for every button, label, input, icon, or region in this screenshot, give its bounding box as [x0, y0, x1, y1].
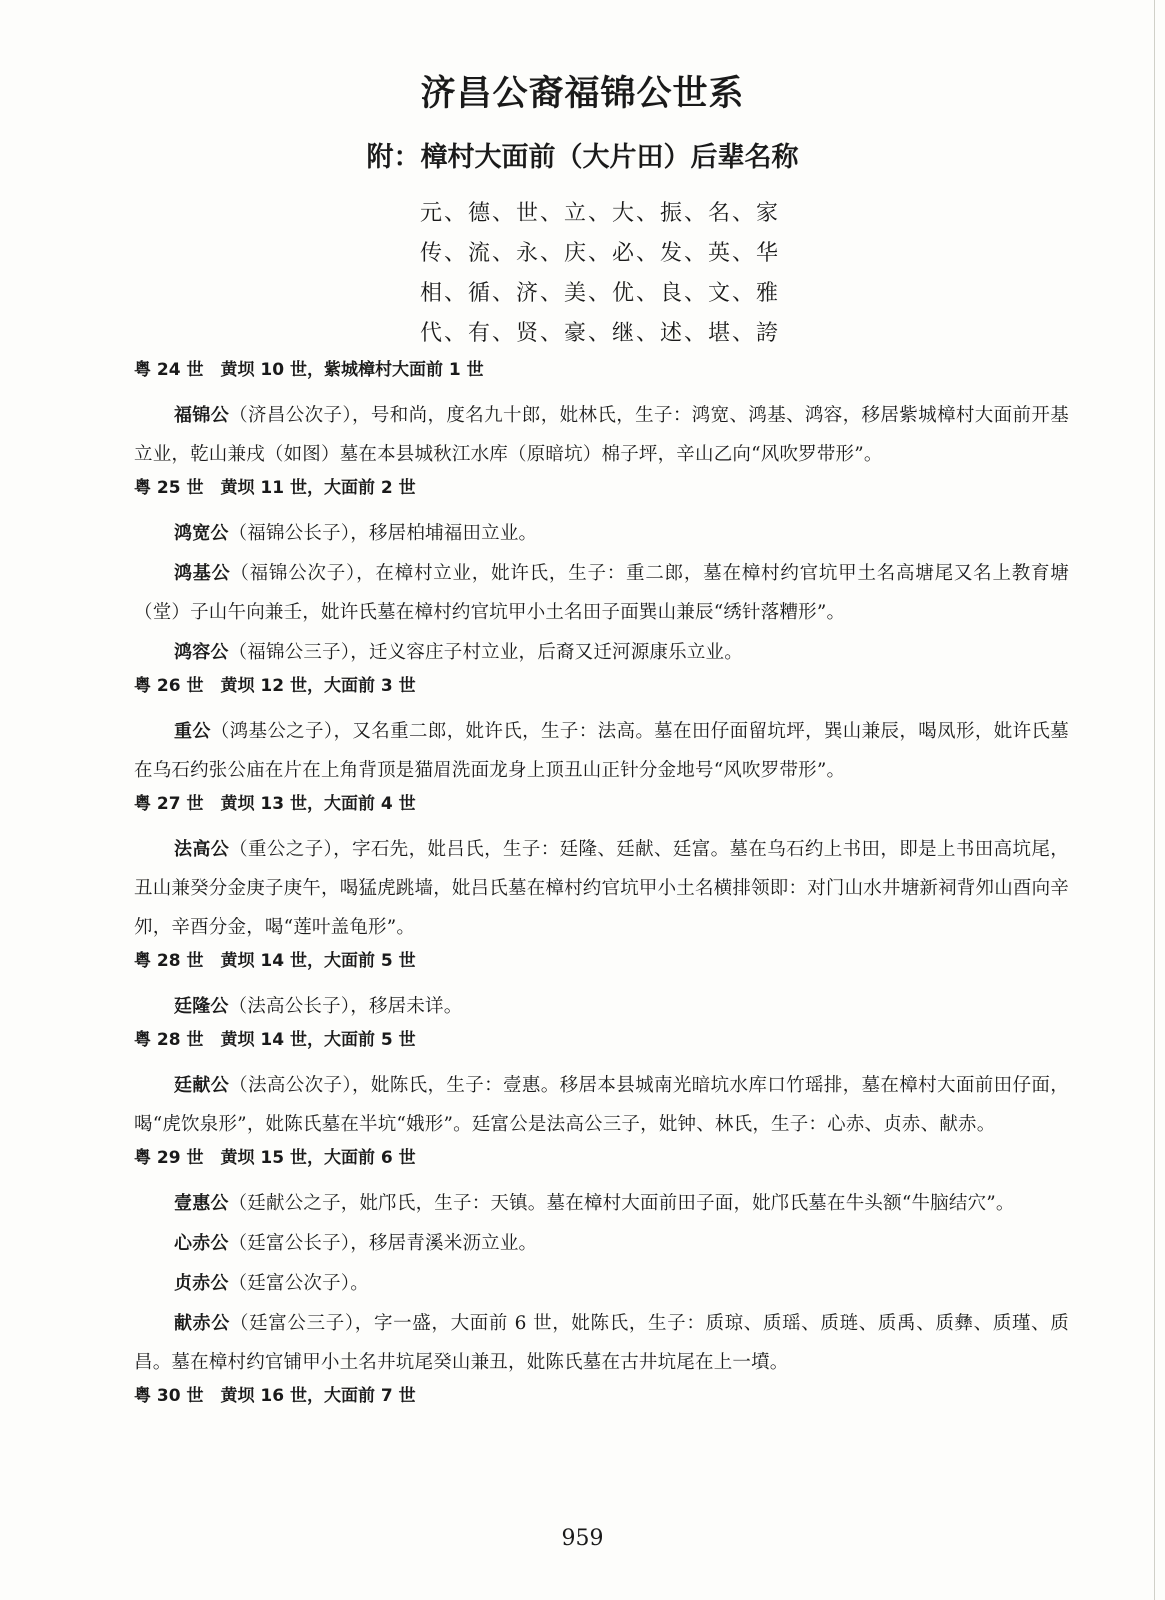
entry-text: （重公之子），字石先，妣吕氏，生子：廷隆、廷献、廷富。墓在乌石约上书田，即是上书田高坑尾，丑山兼癸分金庚子庚午，喝猛虎跳墙，妣吕氏墓在樟村约官坑甲小土名横排领即：对门山水井塘新祠背夘山酉向辛夘，辛酉分金，喝“莲叶盖龟形”。: [134, 839, 1070, 938]
page-subtitle: 附：樟村大面前（大片田）后辈名称: [366, 142, 799, 173]
entry-name: 壹惠公: [174, 1193, 229, 1214]
generation-heading: 粤 25 世 黄坝 11 世，大面前 2 世: [134, 478, 416, 498]
generation-names-row: 相、循、济、美、优、良、文、雅: [420, 281, 781, 306]
page-title: 济昌公裔福锦公世系: [420, 73, 745, 114]
entry-name: 心赤公: [174, 1233, 229, 1254]
generation-heading: 粤 27 世 黄坝 13 世，大面前 4 世: [134, 794, 416, 814]
entry-text: （廷富公长子），移居青溪米沥立业。: [228, 1233, 538, 1254]
genealogy-content: [134, 357, 1069, 1422]
generation-heading: 粤 28 世 黄坝 14 世，大面前 5 世: [134, 1030, 416, 1050]
entry-name: 福锦公: [174, 405, 230, 426]
generation-heading: 粤 28 世 黄坝 14 世，大面前 5 世: [134, 951, 416, 971]
entry-name: 贞赤公: [174, 1273, 229, 1294]
generation-names: [420, 196, 840, 356]
entry-paragraph: [134, 1304, 1069, 1382]
page-number: 959: [561, 1526, 604, 1551]
generation-names-row: 代、有、贤、豪、继、述、堪、誇: [420, 321, 781, 346]
entry-name: 重公: [174, 721, 211, 742]
entry-paragraph: [134, 987, 1069, 1026]
entry-paragraph: [134, 633, 1069, 672]
entry-paragraph: [134, 830, 1069, 947]
entry-text: （福锦公次子），在樟村立业，妣许氏，生子：重二郎，墓在樟村约官坑甲土名高塘尾又名上教育塘（堂）子山午向兼壬，妣许氏墓在樟村约官坑甲小土名田子面巽山兼辰“绣针落糟形”。: [134, 563, 1069, 623]
generation-names-row: 元、德、世、立、大、振、名、家: [420, 201, 781, 226]
scan-edge-line: [1154, 0, 1155, 1600]
entry-paragraph: [134, 514, 1069, 553]
entry-paragraph: [134, 1264, 1069, 1303]
generation-heading: 粤 30 世 黄坝 16 世，大面前 7 世: [134, 1386, 416, 1406]
entry-name: 廷隆公: [174, 996, 229, 1017]
generation-heading: 粤 24 世 黄坝 10 世，紫城樟村大面前 1 世: [134, 360, 484, 380]
generation-heading: 粤 29 世 黄坝 15 世，大面前 6 世: [134, 1148, 416, 1168]
entry-paragraph: [134, 396, 1069, 474]
entry-text: （廷献公之子，妣邝氏，生子：天镇。墓在樟村大面前田子面，妣邝氏墓在牛头额“牛脑结穴”。: [228, 1193, 1015, 1214]
generation-names-row: 传、流、永、庆、必、发、英、华: [420, 241, 781, 266]
entry-text: （廷富公三子），字一盛，大面前 6 世，妣陈氏，生子：质琼、质瑶、质琏、质禹、质彝、质瑾、质昌。墓在樟村约官铺甲小土名井坑尾癸山兼丑，妣陈氏墓在古井坑尾在上一墳。: [134, 1313, 1069, 1373]
entry-name: 献赤公: [174, 1313, 230, 1334]
entry-paragraph: [134, 1224, 1069, 1263]
entry-paragraph: [134, 554, 1069, 632]
entry-name: 法高公: [174, 839, 230, 860]
entry-name: 鸿基公: [174, 563, 231, 584]
entry-paragraph: [134, 1066, 1069, 1144]
entry-text: （廷富公次子）。: [228, 1273, 369, 1294]
entry-text: （济昌公次子），号和尚，度名九十郎，妣林氏，生子：鸿宽、鸿基、鸿容，移居紫城樟村大面前开基立业，乾山兼戌（如图）墓在本县城秋江水库（原暗坑）棉子坪，辛山乙向“风吹罗带形”。: [134, 405, 1069, 465]
entry-text: （鸿基公之子），又名重二郎，妣许氏，生子：法高。墓在田仔面留坑坪，巽山兼辰，喝凤形，妣许氏墓在乌石约张公庙在片在上角背顶是猫眉洗面龙身上顶丑山正针分金地号“风吹罗带形”。: [134, 721, 1069, 781]
entry-paragraph: [134, 1184, 1069, 1223]
entry-name: 廷献公: [174, 1075, 230, 1096]
entry-text: （福锦公三子），迁义容庄子村立业，后裔又迁河源康乐立业。: [228, 642, 743, 663]
entry-paragraph: [134, 712, 1069, 790]
entry-name: 鸿容公: [174, 642, 229, 663]
entry-text: （法高公次子），妣陈氏，生子：壹惠。移居本县城南光暗坑水库口竹瑶排，墓在樟村大面前田仔面，喝“虎饮泉形”，妣陈氏墓在半坑“娥形”。廷富公是法高公三子，妣钟、林氏，生子：心赤、贞赤、献赤。: [134, 1075, 1069, 1135]
generation-heading: 粤 26 世 黄坝 12 世，大面前 3 世: [134, 676, 416, 696]
entry-name: 鸿宽公: [174, 523, 229, 544]
entry-text: （法高公长子），移居未详。: [228, 996, 463, 1017]
entry-text: （福锦公长子），移居柏埔福田立业。: [228, 523, 538, 544]
